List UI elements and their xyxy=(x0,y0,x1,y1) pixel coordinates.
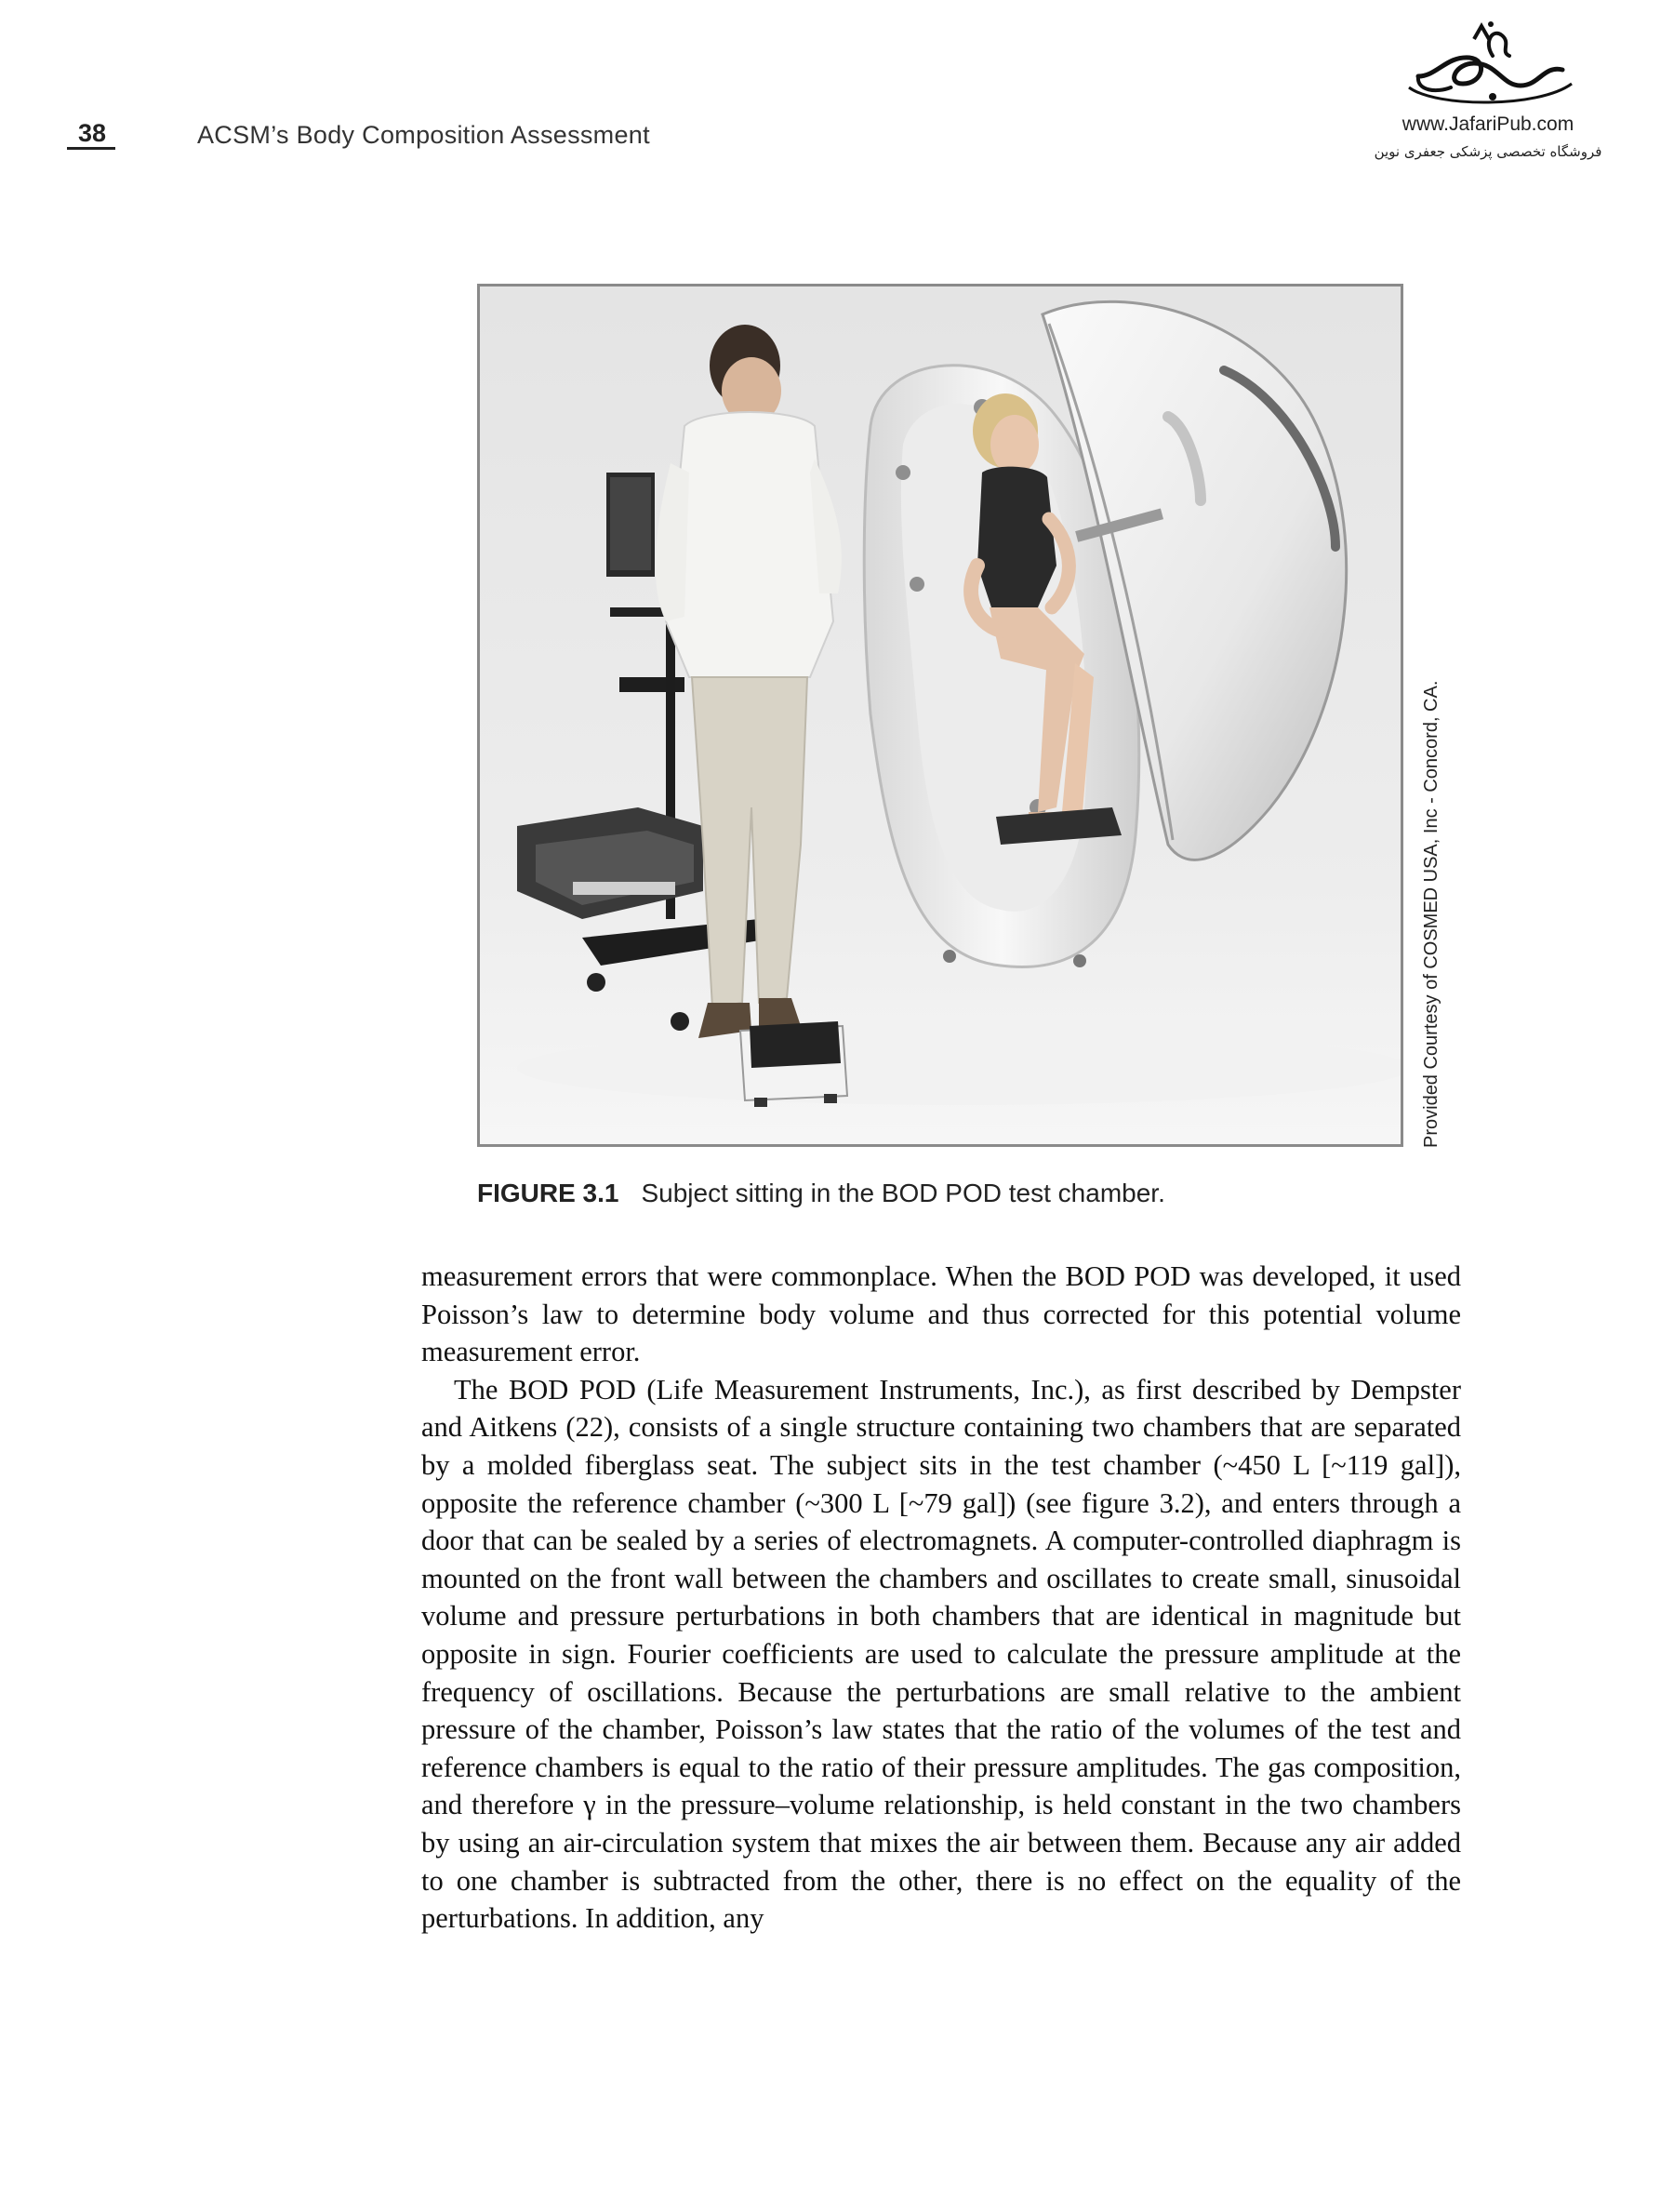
running-title: ACSM’s Body Composition Assessment xyxy=(197,121,650,149)
paragraph-2: The BOD POD (Life Measurement Instruments, Inc.), as first described by Dempster and Aitkens (22), consists of a single structure containing two chambers that are separated by a molded fiberglass seat. The subject sits in the test chamber (~450 L [~119 gal]), opposite the reference chamber (~300 L [~79 gal]) (see figure 3.2), and enters through a door that can be sealed by a series of electromagnets. A computer-controlled diaphragm is mounted on the front wall between the chambers and oscillates to create small, sinusoidal volume and pressure perturbations in both chambers that are identical in magnitude but opposite in sign. Fourier coefficients are used to calculate the pressure amplitude at the frequency of oscillations. Because the perturbations are small relative to the ambient pressure of the chamber, Poisson’s law states that the ratio of the volumes of the test and reference chambers is equal to the ratio of their pressure amplitudes. The gas composition, and therefore γ in the pressure–volume relationship, is held constant in the two chambers by using an air-circulation system that mixes the air between them. Because any air added to one chamber is subtracted from the other, there is no effect on the equality of the perturbations. In addition, any xyxy=(421,1373,1461,1935)
bod-pod-photo xyxy=(480,286,1401,1144)
page-number: 38 xyxy=(67,119,115,150)
figure-photo xyxy=(477,284,1403,1147)
page-header xyxy=(0,0,1674,186)
jafari-pub-logo-icon xyxy=(1381,19,1595,112)
publisher-block xyxy=(1367,19,1609,186)
figure-label: FIGURE 3.1 xyxy=(477,1179,619,1207)
paragraph-1: measurement errors that were commonplace. When the BOD POD was developed, it used Poisson’s law to determine body volume and thus corrected for this potential volume measurement error. xyxy=(421,1260,1461,1368)
body-text xyxy=(421,1258,1461,1938)
figure-credit: Provided Courtesy of COSMED USA, Inc - Concord, CA. xyxy=(1421,680,1442,1148)
publisher-tagline: فروشگاه تخصصی پزشکی جعفری نوین xyxy=(1374,143,1602,160)
publisher-url: www.JafariPub.com xyxy=(1402,113,1574,135)
figure-caption xyxy=(477,1179,1165,1208)
figure-caption-text: Subject sitting in the BOD POD test chamber. xyxy=(641,1179,1165,1207)
